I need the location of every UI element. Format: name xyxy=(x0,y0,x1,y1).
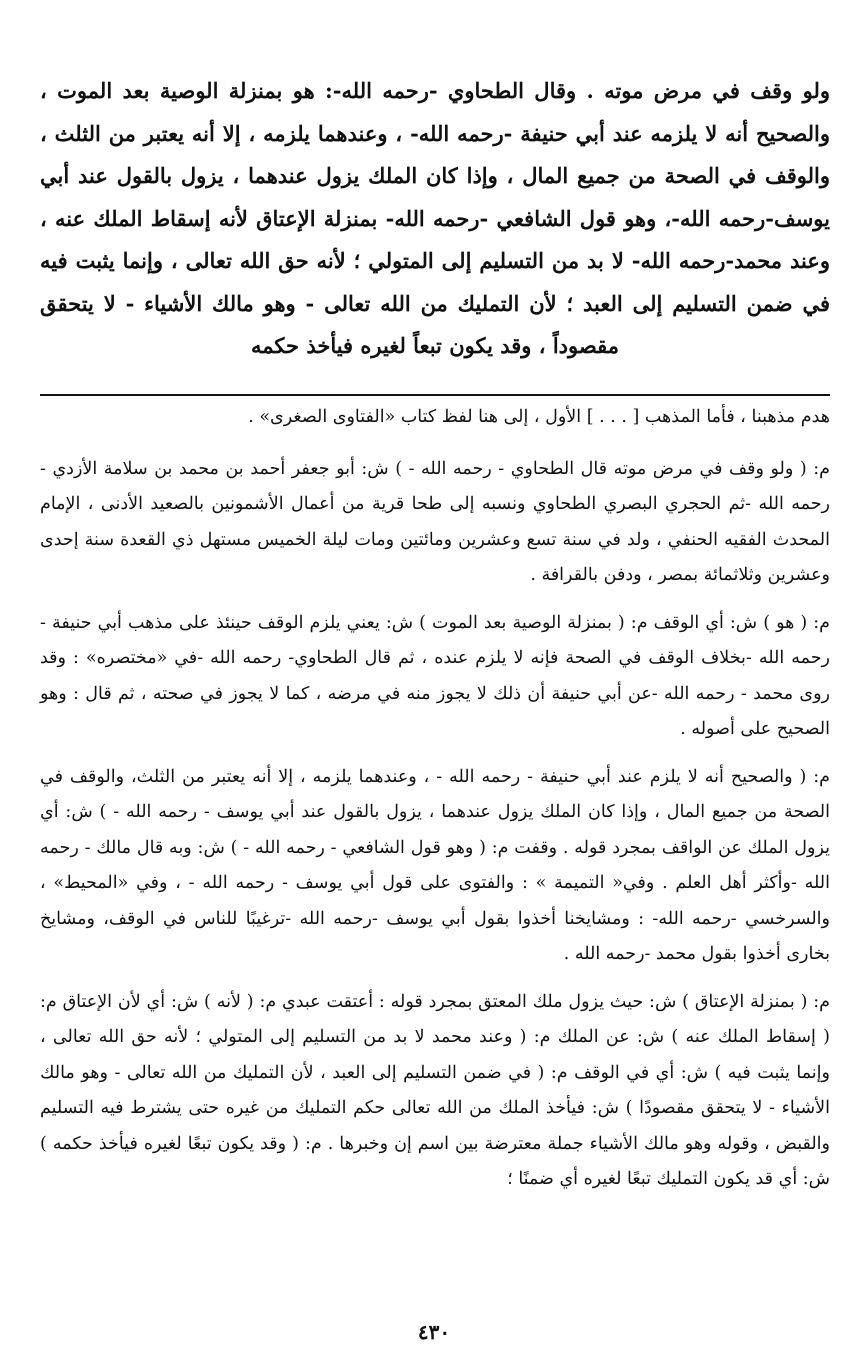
commentary-paragraph: م: ( هو ) ش: أي الوقف م: ( بمنزلة الوصية بعد الموت ) ش: يعني يلزم الوقف حينئذ على مذهب أبي حنيفة - رحمه الله -بخلاف الوقف في الصحة فإنه لا يلزم عنده ، ثم قال الطحاوي- رحمه الله -في «مختصره» : وقد روى محمد - رحمه الله -عن أبي حنيفة أن ذلك لا يجوز منه في مرضه ، كما لا يجوز في صحته ، ثم قال : وهو الصحيح على أصوله . xyxy=(40,612,830,739)
commentary-paragraph: هدم مذهبنا ، فأما المذهب [ . . . ] الأول ، إلى هنا لفظ كتاب «الفتاوى الصغرى» . xyxy=(248,407,830,427)
commentary-block xyxy=(40,400,830,1210)
footnote-divider xyxy=(40,394,830,396)
main-text-block xyxy=(40,70,830,368)
commentary-paragraph: م: ( والصحيح أنه لا يلزم عند أبي حنيفة - رحمه الله - ، وعندهما يلزمه ، إلا أنه يعتبر من الثلث، والوقف في الصحة من جميع المال ، وإذا كان الملك يزول عندهما ، يزول بالقول عند أبي يوسف - رحمه الله - ) ش: أي يزول الملك عن الواقف بمجرد قوله . وقفت م: ( وهو قول الشافعي - رحمه الله - ) ش: وبه قال مالك - رحمه الله -وأكثر أهل العلم . وفي« التميمة » : والفتوى على قول أبي يوسف - رحمه الله - ، وفي «المحيط» ، والسرخسي -رحمه الله- : ومشايخنا أخذوا بقول أبي يوسف -رحمه الله -ترغيبًا للناس في الوقف، ومشايخ بخارى أخذوا بقول محمد -رحمه الله . xyxy=(40,766,830,964)
commentary-paragraph: م: ( بمنزلة الإعتاق ) ش: حيث يزول ملك المعتق بمجرد قوله : أعتقت عبدي م: ( لأنه ) ش: أي لأن الإعتاق م: ( إسقاط الملك عنه ) ش: عن الملك م: ( وعند محمد لا بد من التسليم إلى المتولي ؛ لأنه حق الله تعالى ، وإنما يثبت فيه ) ش: أي في الوقف م: ( في ضمن التسليم إلى العبد ، لأن التمليك من الله تعالى - وهو مالك الأشياء - لا يتحقق مقصودًا ) ش: فيأخذ الملك من الله تعالى حكم التمليك من غيره حتى يشترط فيه التسليم والقبض ، وقوله وهو مالك الأشياء جملة معترضة بين اسم إن وخبرها . م: ( وقد يكون تبعًا لغيره فيأخذ حكمه ) ش: أي قد يكون التمليك تبعًا لغيره أي ضمنًا ؛ xyxy=(40,991,831,1189)
page-number: ٤٣٠ xyxy=(417,1320,451,1344)
commentary-paragraph: م: ( ولو وقف في مرض موته قال الطحاوي - رحمه الله - ) ش: أبو جعفر أحمد بن محمد بن سلامة الأزدي - رحمه الله -ثم الحجري البصري الطحاوي ونسبه إلى طحا قرية من أعمال الأشمونين بالصعيد الأدنى ، الإمام المحدث الفقيه الحنفي ، ولد في سنة تسع وعشرين ومائتين ومات ليلة الخميس مستهل ذي القعدة سنة إحدى وعشرين وثلاثمائة بمصر ، ودفن بالقرافة . xyxy=(40,458,830,585)
main-text: ولو وقف في مرض موته . وقال الطحاوي -رحمه الله-: هو بمنزلة الوصية بعد الموت ، والصحيح أنه لا يلزمه عند أبي حنيفة -رحمه الله- ، وعندهما يلزمه ، إلا أنه يعتبر من الثلث ، والوقف في الصحة من جميع المال ، وإذا كان الملك يزول عندهما ، يزول بالقول عند أبي يوسف-رحمه الله-، وهو قول الشافعي -رحمه الله- بمنزلة الإعتاق لأنه إسقاط الملك عنه ، وعند محمد-رحمه الله- لا بد من التسليم إلى المتولي ؛ لأنه حق الله تعالى ، وإنما يثبت فيه في ضمن التسليم إلى العبد ؛ لأن التمليك من الله تعالى - وهو مالك الأشياء - لا يتحقق مقصوداً ، وقد يكون تبعاً لغيره فيأخذ حكمه xyxy=(40,78,830,358)
